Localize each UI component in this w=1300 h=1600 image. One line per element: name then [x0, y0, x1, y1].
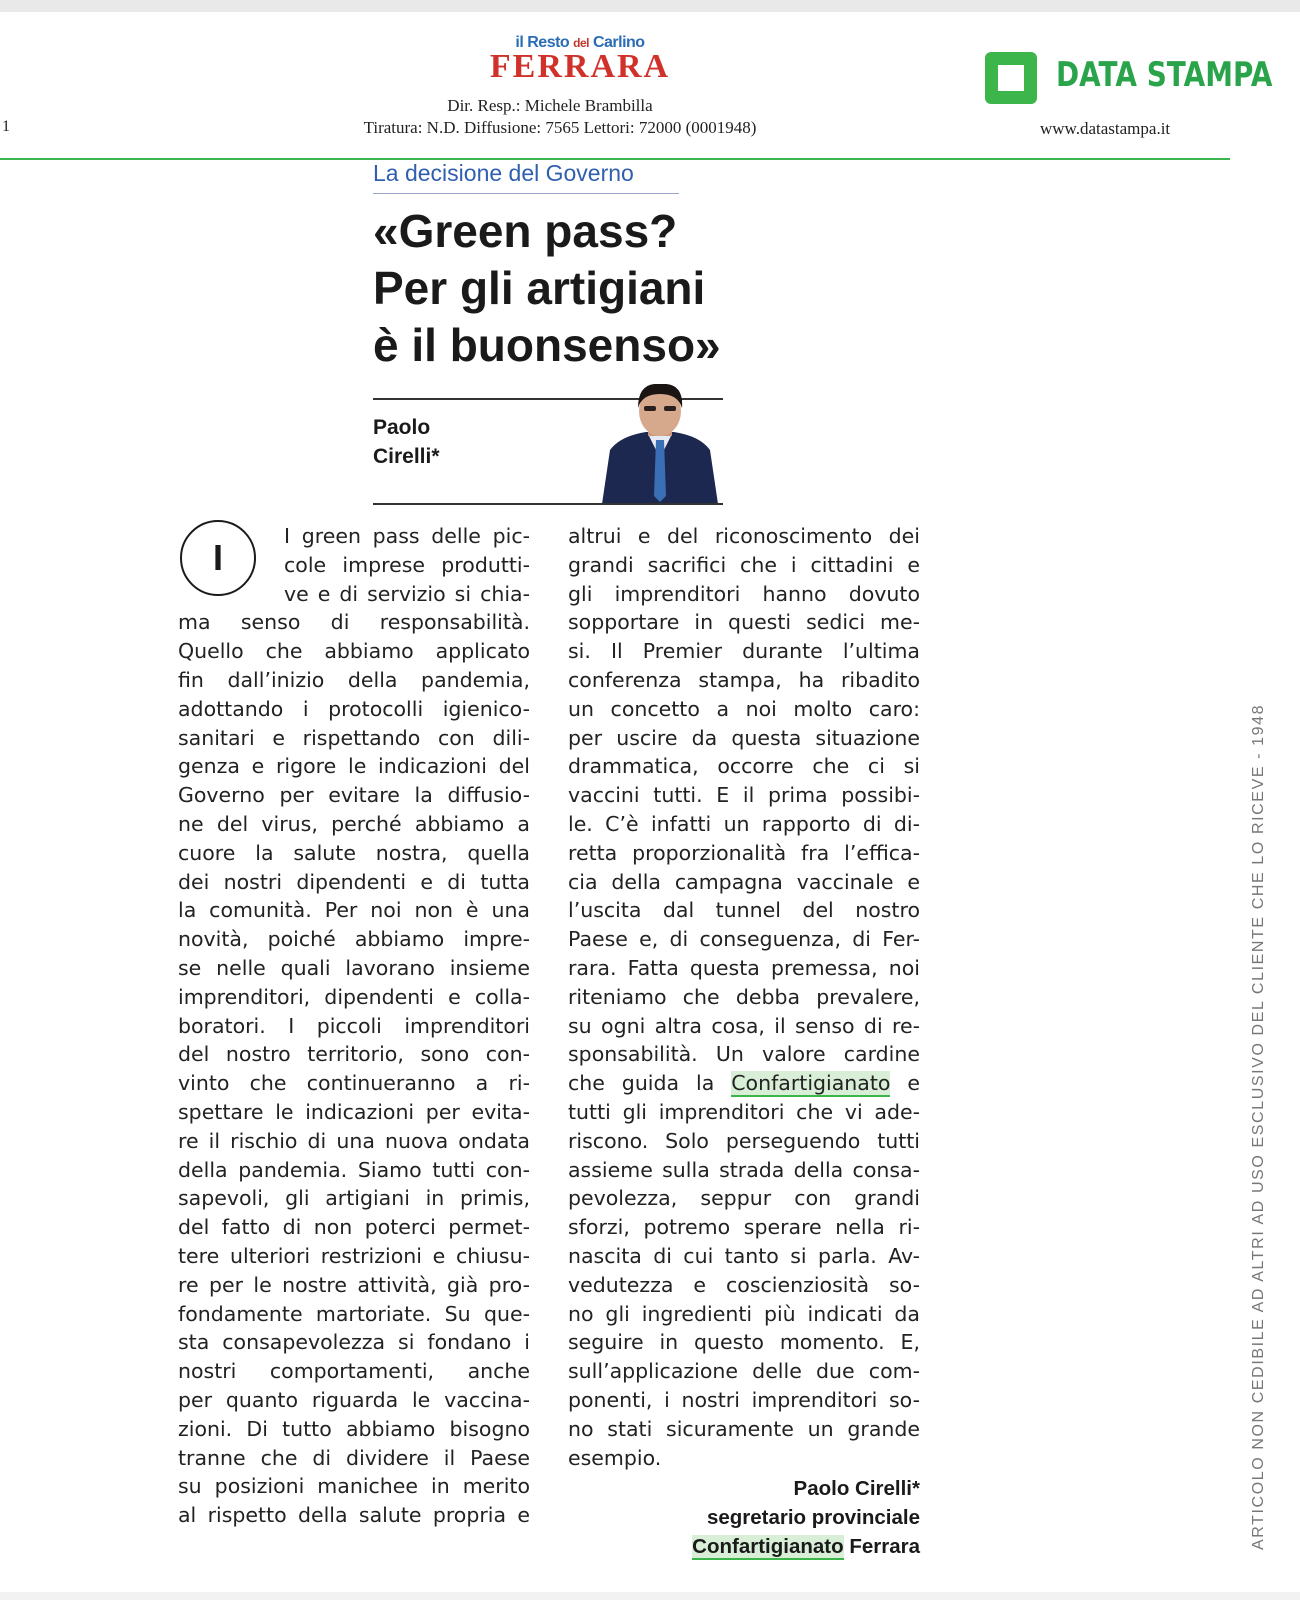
text-line: vedutezza e coscienziosità so- — [568, 1272, 920, 1297]
text-line: sponsabilità. Un valore cardine — [568, 1042, 920, 1067]
text-line: no gli ingredienti più indicati da — [568, 1301, 920, 1326]
text-line: vinto che continueranno a ri- — [178, 1071, 530, 1096]
text-line: sull’applicazione delle due com- — [568, 1359, 920, 1384]
text-line: adottando i protocolli igienico- — [178, 696, 530, 721]
text-line: seguire in questo momento. E, — [568, 1330, 920, 1355]
text-line: altrui e del riconoscimento dei — [568, 524, 920, 548]
text-line: le. C’è infatti un rapporto di di- — [568, 811, 920, 836]
text-line: conferenza stampa, ha ribadito — [568, 667, 920, 692]
text-segment: e — [907, 1071, 920, 1096]
text-line: retta proporzionalità fra l’effica- — [568, 840, 920, 865]
headline-line: Per gli artigiani — [373, 262, 706, 314]
text-line: novità, poiché abbiamo impre- — [178, 927, 530, 952]
side-notice — [1248, 610, 1268, 1550]
agency-name: DATA STAMPA — [1056, 55, 1273, 95]
text-line: gli imprenditori hanno dovuto — [568, 581, 920, 606]
byline-rule-bottom — [373, 503, 723, 505]
text-line: per quanto riguarda le vaccina- — [178, 1387, 530, 1412]
text-line: tranne che di dividere il Paese — [178, 1445, 530, 1470]
highlighted-term: Confartigianato — [731, 1071, 891, 1096]
text-line: sforzi, potremo sperare nella ri- — [568, 1215, 920, 1240]
text-line: Governo per evitare la diffusio- — [178, 783, 530, 808]
text-line-highlight — [568, 1069, 920, 1098]
text-line: cia della campagna vaccinale e — [568, 869, 920, 894]
text-line: della pandemia. Siamo tutti con- — [178, 1157, 530, 1182]
headline-line: è il buonsenso» — [373, 319, 721, 371]
text-line: un concetto a noi molto caro: — [568, 696, 920, 721]
director-line: Dir. Resp.: Michele Brambilla — [447, 96, 653, 115]
top-border — [0, 0, 1300, 12]
masthead — [380, 34, 780, 84]
text-line: no stati sicuramente un grande — [568, 1416, 920, 1441]
text-line: fondamente martoriate. Su que- — [178, 1301, 530, 1326]
text-line: sapevoli, gli artigiani in primis, — [178, 1186, 530, 1211]
text-line: dei nostri dipendenti e di tutta — [178, 869, 530, 894]
text-line: assieme sulla strada della consa- — [568, 1157, 920, 1182]
signature-role: segretario provinciale — [706, 1506, 920, 1529]
text-line: re per le nostre attività, già pro- — [178, 1272, 530, 1297]
signature-block — [568, 1474, 920, 1561]
text-line: imprenditori, dipendenti e colla- — [178, 984, 530, 1009]
text-line: si. Il Premier durante l’ultima — [568, 639, 920, 664]
text-line: del fatto di non poterci permet- — [178, 1215, 530, 1240]
text-line: cuore la salute nostra, quella — [178, 840, 530, 865]
text-line: vaccini tutti. E il prima possibi- — [568, 783, 920, 808]
text-line: spettare le indicazioni per evita- — [178, 1099, 530, 1124]
text-line: la comunità. Per noi non è una — [178, 898, 530, 923]
text-line: pevolezza, seppur con grandi — [568, 1186, 920, 1211]
text-line: ma senso di responsabilità. — [178, 610, 530, 635]
article-kicker: La decisione del Governo — [373, 160, 634, 186]
text-line: se nelle quali lavorano insieme — [178, 955, 530, 980]
text-line: riscono. Solo perseguendo tutti — [568, 1128, 920, 1153]
text-line: su ogni altra cosa, il senso di re- — [568, 1013, 920, 1038]
text-line: fin dall’inizio della pandemia, — [178, 667, 530, 692]
text-line: sopportare in questi sedici me- — [568, 610, 920, 635]
text-line: nostri comportamenti, anche — [178, 1359, 530, 1384]
text-line: boratori. I piccoli imprenditori — [178, 1013, 530, 1038]
publication-city: FERRARA — [489, 48, 671, 85]
text-line: rara. Fatta questa premessa, noi — [568, 955, 920, 980]
text-line: sanitari e rispettando con dili- — [178, 725, 530, 750]
text-line: genza e rigore le indicazioni del — [178, 754, 530, 779]
publication-prefix: il Resto — [515, 34, 570, 51]
text-line: I green pass delle pic- — [284, 524, 530, 548]
byline-first-name: Paolo — [373, 416, 431, 439]
publication-suffix: Carlino — [592, 34, 645, 51]
text-line: tutti gli imprenditori che vi ade- — [568, 1099, 920, 1124]
signature-org-line — [568, 1532, 920, 1561]
signature-org: Confartigianato — [692, 1535, 844, 1558]
author-portrait — [596, 384, 724, 504]
text-line: ve e di servizio si chia- — [284, 581, 530, 606]
text-line: l’uscita dal tunnel del nostro — [568, 898, 920, 923]
text-segment: che guida la — [568, 1071, 715, 1096]
text-line: su posizioni manichee in merito — [178, 1474, 530, 1499]
signature-name: Paolo Cirelli* — [793, 1477, 920, 1500]
signature-city: Ferrara — [849, 1535, 920, 1558]
byline — [373, 413, 440, 471]
kicker-underline — [373, 193, 679, 194]
bottom-border — [0, 1592, 1300, 1600]
drop-cap: I — [180, 520, 256, 596]
publication-del: del — [573, 36, 589, 50]
text-line: Quello che abbiamo applicato — [178, 639, 530, 664]
headline-line: «Green pass? — [373, 205, 678, 257]
text-line: riteniamo che debba prevalere, — [568, 984, 920, 1009]
text-line: grandi sacrifici che i cittadini e — [568, 552, 920, 577]
article-column-1 — [178, 522, 530, 1530]
text-line: esempio. — [568, 1445, 662, 1470]
text-line: zioni. Di tutto abbiamo bisogno — [178, 1416, 530, 1441]
text-line: nascita di cui tanto si parla. Av- — [568, 1243, 920, 1268]
text-line: drammatica, occorre che ci si — [568, 754, 920, 779]
text-line: sta consapevolezza si fondano i — [178, 1330, 530, 1355]
byline-last-name: Cirelli* — [373, 445, 440, 468]
text-line: re il rischio di una nuova ondata — [178, 1128, 530, 1153]
article-headline — [373, 203, 793, 374]
text-line: tere ulteriori restrizioni e chiusu- — [178, 1243, 530, 1268]
text-line: cole imprese produtti- — [284, 552, 530, 577]
text-line: al rispetto della salute propria e — [178, 1503, 530, 1528]
text-line: del nostro territorio, sono con- — [178, 1042, 530, 1067]
text-line: ne del virus, perché abbiamo a — [178, 811, 530, 836]
article-column-2 — [568, 522, 920, 1472]
data-stampa-logo-icon — [985, 52, 1037, 104]
page-number: 1 — [2, 118, 10, 135]
agency-url: www.datastampa.it — [1040, 119, 1171, 138]
text-line: per uscire da questa situazione — [568, 725, 920, 750]
circulation-stats: Tiratura: N.D. Diffusione: 7565 Lettori: 72000 (0001948) — [363, 118, 757, 137]
side-notice-text: ARTICOLO NON CEDIBILE AD ALTRI AD USO ESCLUSIVO DEL CLIENTE CHE LO RICEVE - 1948 — [1250, 703, 1267, 1550]
text-line: ponenti, i nostri imprenditori so- — [568, 1387, 920, 1412]
text-line: Paese e, di conseguenza, di Fer- — [568, 927, 920, 952]
